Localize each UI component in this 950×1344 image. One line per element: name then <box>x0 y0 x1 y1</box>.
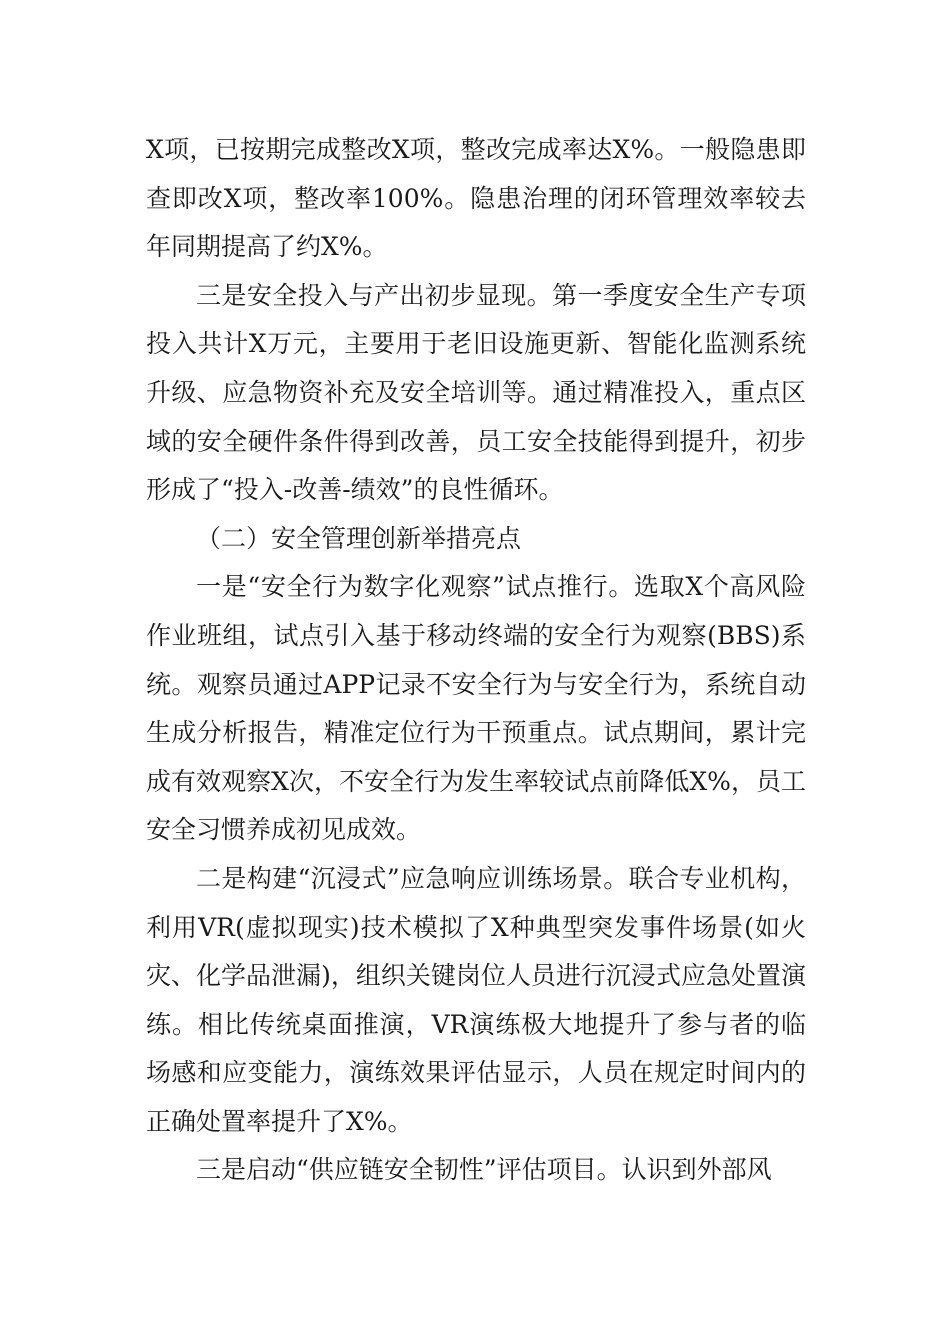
paragraph-4: 二是构建“沉浸式”应急响应训练场景。联合专业机构，利用VR(虚拟现实)技术模拟了X种典型突发事件场景(如火灾、化学品泄漏)，组织关键岗位人员进行沉浸式应急处置演练。相比传统桌面推演，VR演练极大地提升了参与者的临场感和应变能力，演练效果评估显示，人员在规定时间内的正确处置率提升了X%。 <box>146 863 806 1136</box>
section-heading: （二）安全管理创新举措亮点 <box>196 523 522 553</box>
paragraph-1: X项，已按期完成整改X项，整改完成率达X%。一般隐患即查即改X项，整改率100%。隐患治理的闭环管理效率较去年同期提高了约X%。 <box>146 135 806 262</box>
paragraph-2: 三是安全投入与产出初步显现。第一季度安全生产专项投入共计X万元，主要用于老旧设施更新、智能化监测系统升级、应急物资补充及安全培训等。通过精准投入，重点区域的安全硬件条件得到改善，员工安全技能得到提升，初步形成了“投入-改善-绩效”的良性循环。 <box>146 280 806 505</box>
paragraph-3: 一是“安全行为数字化观察”试点推行。选取X个高风险作业班组，试点引入基于移动终端的安全行为观察(BBS)系统。观察员通过APP记录不安全行为与安全行为，系统自动生成分析报告，精准定位行为干预重点。试点期间，累计完成有效观察X次，不安全行为发生率较试点前降低X%，员工安全习惯养成初见成效。 <box>146 572 806 845</box>
document-body <box>146 126 806 1195</box>
paragraph-5: 三是启动“供应链安全韧性”评估项目。认识到外部风 <box>196 1155 772 1185</box>
